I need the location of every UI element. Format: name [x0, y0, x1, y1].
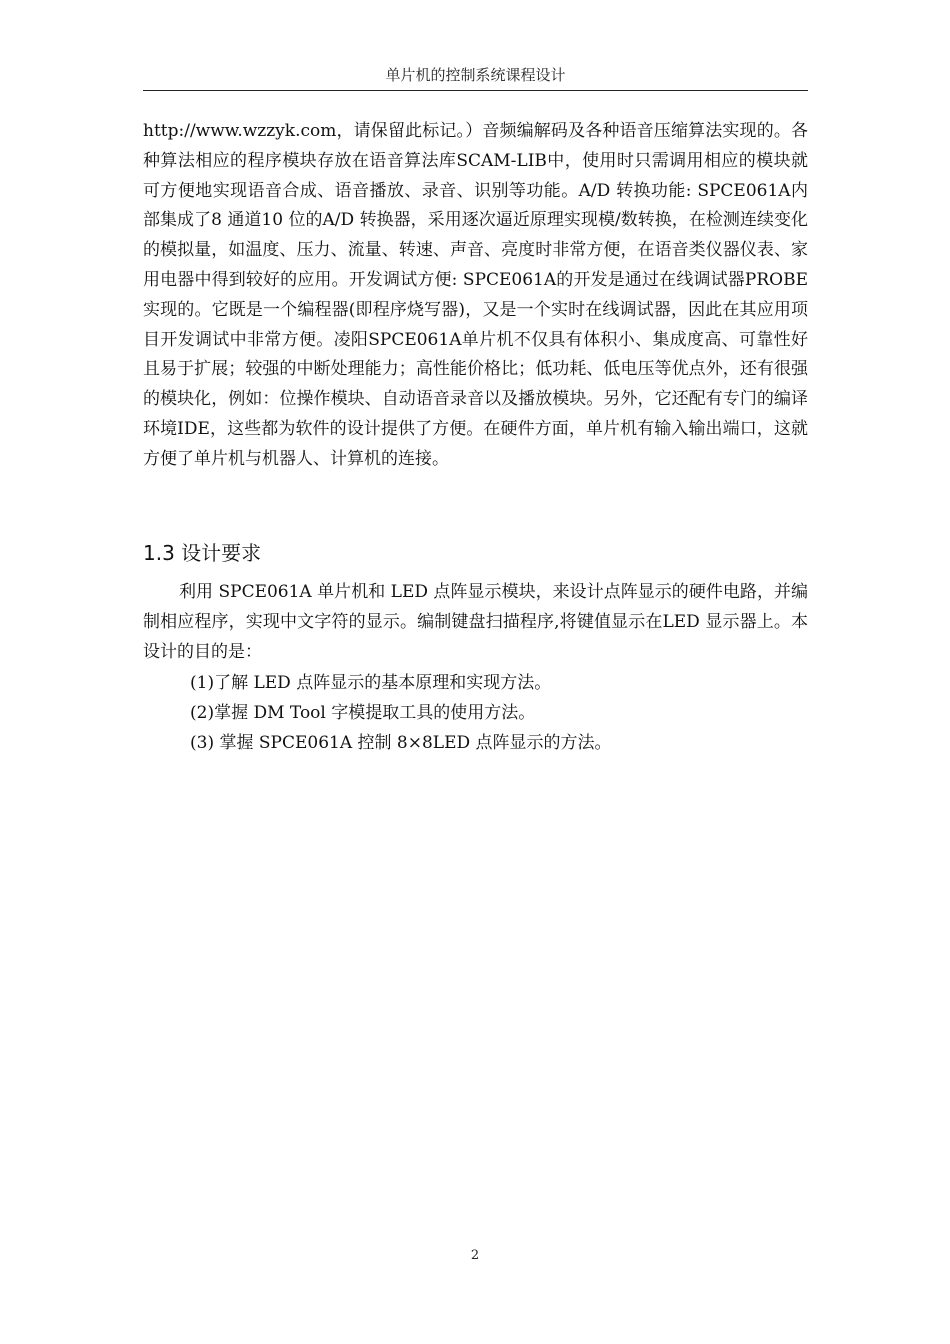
- page-header: [143, 64, 808, 91]
- goal-item: (2)掌握 DM Tool 字模提取工具的使用方法。: [190, 702, 536, 723]
- goal-item: (3) 掌握 SPCE061A 控制 8×8LED 点阵显示的方法。: [190, 732, 612, 753]
- section-paragraph: 利用 SPCE061A 单片机和 LED 点阵显示模块，来设计点阵显示的硬件电路，并编制相应程序，实现中文字符的显示。编制键盘扫描程序,将键值显示在LED 显示器上。本设计的目的是：: [143, 582, 808, 662]
- goal-list: [190, 669, 790, 758]
- page-number: 2: [470, 1248, 480, 1263]
- goal-item: (1)了解 LED 点阵显示的基本原理和实现方法。: [190, 673, 552, 693]
- header-title: 单片机的控制系统课程设计: [385, 66, 566, 84]
- body-paragraph: http://www.wzzyk.com，请保留此标记。）音频编解码及各种语音压缩算法实现的。各种算法相应的程序模块存放在语音算法库SCAM-LIB中，使用时只需调用相应的模块就可方便地实现语音合成、语音播放、录音、识别等功能。A/D 转换功能: SPCE061A内部集成了8 通道10 位的A/D 转换器，采用逐次逼近原理实现模/数转换，在检测连续变化的模拟量，如温度、压力、流量、转速、声音、亮度时非常方便，在语音类仪器仪表、家用电器中得到较好的应用。开发调试方便: SPCE061A的开发是通过在线调试器PROBE 实现的。它既是一个编程器(即程序烧写器)，又是一个实时在线调试器，因此在其应用项目开发调试中非常方便。凌阳SPCE061A单片机不仅具有体积小、集成度高、可靠性好且易于扩展；较强的中断处理能力；高性能价格比；低功耗、低电压等优点外，还有很强的模块化，例如：位操作模块、自动语音录音以及播放模块。另外，它还配有专门的编译环境IDE，这些都为软件的设计提供了方便。在硬件方面，单片机有输入输出端口，这就方便了单片机与机器人、计算机的连接。: [143, 121, 808, 469]
- section-heading: 1.3 设计要求: [143, 541, 262, 565]
